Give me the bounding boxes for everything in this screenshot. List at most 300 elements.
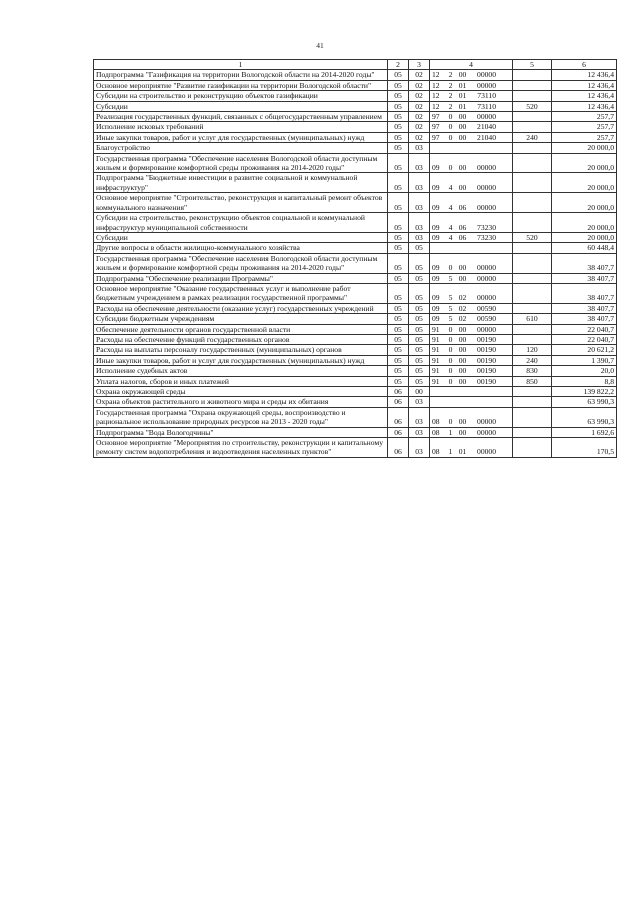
target-code-part: 73230	[477, 222, 496, 232]
row-expense-type	[513, 213, 552, 233]
row-section: 05	[388, 70, 409, 80]
header-cell-name: 1	[94, 60, 388, 70]
table-row	[94, 232, 617, 242]
target-code-part: 00190	[477, 345, 496, 355]
target-code-part: 00000	[477, 427, 496, 437]
row-amount: 170,5	[552, 438, 617, 458]
row-subsection: 02	[409, 91, 430, 101]
target-code-part: 09	[432, 303, 440, 313]
row-name: Субсидии на строительство и реконструкцию объектов газификации	[94, 91, 388, 101]
row-expense-type: 520	[513, 101, 552, 111]
target-code-part: 09	[432, 293, 440, 303]
row-subsection: 05	[409, 273, 430, 283]
target-code-part: 0	[448, 366, 453, 376]
target-code-part: 00	[458, 70, 467, 80]
row-expense-type	[513, 253, 552, 273]
row-subsection: 03	[409, 173, 430, 193]
row-subsection: 05	[409, 376, 430, 386]
row-amount: 60 448,4	[552, 243, 617, 253]
row-subsection: 05	[409, 334, 430, 344]
target-code-part: 4	[448, 202, 453, 212]
row-name: Реализация государственных функций, связанных с общегосударственным управлением	[94, 112, 388, 122]
table-row	[94, 283, 617, 303]
row-subsection: 02	[409, 132, 430, 142]
row-section: 05	[388, 355, 409, 365]
row-amount: 20 000,0	[552, 213, 617, 233]
row-section: 05	[388, 334, 409, 344]
table-row	[94, 314, 617, 324]
target-code-part: 08	[432, 427, 440, 437]
target-code-part: 4	[448, 232, 453, 242]
row-target-code	[430, 366, 513, 376]
row-target-code	[430, 303, 513, 313]
target-code-part: 09	[432, 314, 440, 324]
target-code-part: 00	[458, 376, 467, 386]
row-subsection: 03	[409, 213, 430, 233]
row-amount: 38 407,7	[552, 273, 617, 283]
target-code-part: 12	[432, 101, 440, 111]
row-target-code	[430, 112, 513, 122]
row-expense-type	[513, 122, 552, 132]
row-amount: 38 407,7	[552, 314, 617, 324]
row-expense-type: 120	[513, 345, 552, 355]
target-code-part: 5	[448, 314, 453, 324]
row-expense-type	[513, 112, 552, 122]
table-row	[94, 101, 617, 111]
target-code-part: 97	[432, 112, 440, 122]
row-subsection: 05	[409, 253, 430, 273]
row-target-code	[430, 387, 513, 397]
target-code-part: 00	[458, 132, 467, 142]
row-expense-type	[513, 91, 552, 101]
target-code-part: 08	[432, 447, 440, 457]
row-amount: 38 407,7	[552, 283, 617, 303]
row-name: Исполнение судебных актов	[94, 366, 388, 376]
row-target-code	[430, 407, 513, 427]
row-expense-type: 850	[513, 376, 552, 386]
row-target-code	[430, 91, 513, 101]
row-expense-type	[513, 397, 552, 407]
target-code-part: 0	[448, 112, 453, 122]
target-code-part: 00000	[477, 163, 496, 173]
header-cell-expense-type: 5	[513, 60, 552, 70]
row-expense-type	[513, 427, 552, 437]
target-code-part: 0	[448, 132, 453, 142]
target-code-part: 4	[448, 182, 453, 192]
row-amount: 139 822,2	[552, 387, 617, 397]
target-code-part: 91	[432, 345, 440, 355]
target-code-part: 91	[432, 366, 440, 376]
row-name: Подпрограмма "Вода Вологодчины"	[94, 427, 388, 437]
table-row	[94, 427, 617, 437]
table-row	[94, 243, 617, 253]
row-expense-type	[513, 173, 552, 193]
row-target-code	[430, 427, 513, 437]
target-code-part: 06	[458, 202, 467, 212]
row-target-code	[430, 143, 513, 153]
target-code-part: 00000	[477, 263, 496, 273]
row-expense-type: 830	[513, 366, 552, 376]
table-row	[94, 397, 617, 407]
target-code-part: 21040	[477, 132, 496, 142]
row-amount: 1 390,7	[552, 355, 617, 365]
row-target-code	[430, 253, 513, 273]
target-code-part: 00190	[477, 334, 496, 344]
row-amount: 257,7	[552, 122, 617, 132]
table-row	[94, 438, 617, 458]
row-expense-type	[513, 273, 552, 283]
row-expense-type	[513, 303, 552, 313]
row-section: 05	[388, 314, 409, 324]
table-row	[94, 132, 617, 142]
target-code-part: 01	[458, 91, 467, 101]
row-amount: 12 436,4	[552, 70, 617, 80]
target-code-part: 91	[432, 376, 440, 386]
table-row	[94, 376, 617, 386]
target-code-part: 09	[432, 232, 440, 242]
target-code-part: 00	[458, 263, 467, 273]
table-row	[94, 80, 617, 90]
row-name: Подпрограмма "Газификация на территории Вологодской области на 2014-2020 годы"	[94, 70, 388, 80]
row-expense-type	[513, 387, 552, 397]
target-code-part: 00000	[477, 80, 496, 90]
row-section: 05	[388, 366, 409, 376]
target-code-part: 2	[448, 70, 453, 80]
row-expense-type: 610	[513, 314, 552, 324]
target-code-part: 0	[448, 417, 453, 427]
row-section: 06	[388, 427, 409, 437]
target-code-part: 00590	[477, 303, 496, 313]
header-cell-amount: 6	[552, 60, 617, 70]
row-name: Расходы на обеспечение функций государственных органов	[94, 334, 388, 344]
target-code-part: 09	[432, 263, 440, 273]
row-section: 05	[388, 143, 409, 153]
target-code-part: 00	[458, 334, 467, 344]
row-subsection: 03	[409, 193, 430, 213]
target-code-part: 00000	[477, 70, 496, 80]
row-subsection: 05	[409, 324, 430, 334]
row-target-code	[430, 101, 513, 111]
target-code-part: 01	[458, 447, 467, 457]
row-amount: 22 040,7	[552, 334, 617, 344]
target-code-part: 2	[448, 80, 453, 90]
row-expense-type	[513, 80, 552, 90]
target-code-part: 73230	[477, 232, 496, 242]
target-code-part: 1	[448, 447, 453, 457]
row-target-code	[430, 232, 513, 242]
row-target-code	[430, 70, 513, 80]
row-name: Основное мероприятие "Мероприятия по строительству, реконструкции и капитальному ремонту систем водопотребления и водоотведения населенных пунктов"	[94, 438, 388, 458]
target-code-part: 00190	[477, 376, 496, 386]
target-code-part: 2	[448, 91, 453, 101]
row-expense-type	[513, 334, 552, 344]
target-code-part: 00	[458, 366, 467, 376]
row-target-code	[430, 345, 513, 355]
target-code-part: 12	[432, 70, 440, 80]
row-section: 05	[388, 243, 409, 253]
target-code-part: 21040	[477, 122, 496, 132]
header-cell-subsection: 3	[409, 60, 430, 70]
target-code-part: 97	[432, 132, 440, 142]
target-code-part: 00	[458, 122, 467, 132]
row-name: Иные закупки товаров, работ и услуг для государственных (муниципальных) нужд	[94, 355, 388, 365]
row-section: 06	[388, 387, 409, 397]
row-subsection: 03	[409, 232, 430, 242]
table-row	[94, 407, 617, 427]
target-code-part: 12	[432, 80, 440, 90]
target-code-part: 00000	[477, 447, 496, 457]
target-code-part: 00190	[477, 355, 496, 365]
row-target-code	[430, 80, 513, 90]
row-target-code	[430, 355, 513, 365]
row-name: Государственная программа "Обеспечение населения Вологодской области доступным жильем и формирование комфортной среды проживания на 2014-2020 годы"	[94, 153, 388, 173]
target-code-part: 01	[458, 80, 467, 90]
target-code-part: 00000	[477, 112, 496, 122]
table-row	[94, 324, 617, 334]
target-code-part: 00	[458, 273, 467, 283]
row-section: 05	[388, 153, 409, 173]
target-code-part: 00	[458, 112, 467, 122]
row-amount: 63 990,3	[552, 397, 617, 407]
row-name: Иные закупки товаров, работ и услуг для государственных (муниципальных) нужд	[94, 132, 388, 142]
target-code-part: 06	[458, 222, 467, 232]
row-name: Охрана объектов растительного и животного мира и среды их обитания	[94, 397, 388, 407]
row-name: Уплата налогов, сборов и иных платежей	[94, 376, 388, 386]
row-amount: 20 621,2	[552, 345, 617, 355]
row-subsection: 03	[409, 427, 430, 437]
row-name: Основное мероприятие "Строительство, реконструкция и капитальный ремонт объектов коммунального назначения"	[94, 193, 388, 213]
row-target-code	[430, 283, 513, 303]
target-code-part: 00	[458, 417, 467, 427]
row-amount: 1 692,6	[552, 427, 617, 437]
table-row	[94, 143, 617, 153]
row-amount: 38 407,7	[552, 303, 617, 313]
table-row	[94, 366, 617, 376]
row-section: 06	[388, 407, 409, 427]
table-row	[94, 112, 617, 122]
target-code-part: 12	[432, 91, 440, 101]
row-target-code	[430, 243, 513, 253]
row-expense-type	[513, 243, 552, 253]
target-code-part: 0	[448, 334, 453, 344]
table-row	[94, 253, 617, 273]
target-code-part: 2	[448, 101, 453, 111]
target-code-part: 0	[448, 376, 453, 386]
row-name: Основное мероприятие "Оказание государственных услуг и выполнение работ бюджетным учреждением в рамках реализации государственной программы"	[94, 283, 388, 303]
target-code-part: 00000	[477, 293, 496, 303]
target-code-part: 00590	[477, 314, 496, 324]
row-name: Подпрограмма "Обеспечение реализации Программы"	[94, 273, 388, 283]
row-amount: 38 407,7	[552, 253, 617, 273]
target-code-part: 00	[458, 324, 467, 334]
target-code-part: 0	[448, 122, 453, 132]
table-row	[94, 213, 617, 233]
target-code-part: 00000	[477, 417, 496, 427]
table-row	[94, 173, 617, 193]
row-amount: 257,7	[552, 132, 617, 142]
row-section: 05	[388, 101, 409, 111]
row-subsection: 03	[409, 153, 430, 173]
row-expense-type	[513, 153, 552, 173]
target-code-part: 00190	[477, 366, 496, 376]
target-code-part: 00	[458, 427, 467, 437]
row-section: 05	[388, 232, 409, 242]
row-section: 05	[388, 91, 409, 101]
row-expense-type	[513, 193, 552, 213]
target-code-part: 0	[448, 163, 453, 173]
target-code-part: 09	[432, 163, 440, 173]
target-code-part: 09	[432, 182, 440, 192]
row-subsection: 05	[409, 243, 430, 253]
row-name: Расходы на выплаты персоналу государственных (муниципальных) органов	[94, 345, 388, 355]
table-row	[94, 122, 617, 132]
row-subsection: 03	[409, 397, 430, 407]
row-section: 05	[388, 376, 409, 386]
target-code-part: 73110	[477, 101, 496, 111]
row-target-code	[430, 376, 513, 386]
row-section: 06	[388, 397, 409, 407]
row-expense-type	[513, 407, 552, 427]
table-row	[94, 303, 617, 313]
row-subsection: 05	[409, 283, 430, 303]
target-code-part: 1	[448, 427, 453, 437]
row-amount: 12 436,4	[552, 80, 617, 90]
row-subsection: 05	[409, 366, 430, 376]
row-subsection: 05	[409, 303, 430, 313]
target-code-part: 01	[458, 101, 467, 111]
target-code-part: 08	[432, 417, 440, 427]
row-name: Другие вопросы в области жилищно-коммунального хозяйства	[94, 243, 388, 253]
row-name: Субсидии бюджетным учреждениям	[94, 314, 388, 324]
row-section: 05	[388, 122, 409, 132]
row-section: 05	[388, 112, 409, 122]
row-target-code	[430, 334, 513, 344]
target-code-part: 00000	[477, 182, 496, 192]
row-subsection: 00	[409, 387, 430, 397]
row-subsection: 05	[409, 355, 430, 365]
target-code-part: 5	[448, 303, 453, 313]
row-name: Расходы на обеспечение деятельности (оказание услуг) государственных учреждений	[94, 303, 388, 313]
row-amount: 63 990,3	[552, 407, 617, 427]
row-amount: 12 436,4	[552, 91, 617, 101]
row-expense-type: 240	[513, 355, 552, 365]
target-code-part: 09	[432, 202, 440, 212]
row-name: Охрана окружающей среды	[94, 387, 388, 397]
row-section: 05	[388, 213, 409, 233]
row-expense-type: 240	[513, 132, 552, 142]
row-name: Исполнение исковых требований	[94, 122, 388, 132]
row-name: Государственная программа "Обеспечение населения Вологодской области доступным жильем и формирование комфортной среды проживания на 2014-2020 годы"	[94, 253, 388, 273]
target-code-part: 5	[448, 293, 453, 303]
budget-table	[93, 59, 617, 458]
row-section: 06	[388, 438, 409, 458]
table-row	[94, 70, 617, 80]
row-amount: 20 000,0	[552, 193, 617, 213]
row-amount: 20 000,0	[552, 232, 617, 242]
row-section: 05	[388, 193, 409, 213]
target-code-part: 0	[448, 345, 453, 355]
row-name: Субсидии	[94, 232, 388, 242]
row-expense-type	[513, 324, 552, 334]
row-amount: 12 436,4	[552, 101, 617, 111]
target-code-part: 00	[458, 182, 467, 192]
row-section: 05	[388, 132, 409, 142]
row-name: Основное мероприятие "Развитие газификации на территории Вологодской области"	[94, 80, 388, 90]
row-amount: 20 000,0	[552, 153, 617, 173]
target-code-part: 73110	[477, 91, 496, 101]
row-name: Субсидии	[94, 101, 388, 111]
table-row	[94, 193, 617, 213]
row-subsection: 02	[409, 122, 430, 132]
row-name: Субсидии на строительство, реконструкцию объектов социальной и коммунальной инфраструктур муниципальной собственности	[94, 213, 388, 233]
target-code-part: 00	[458, 163, 467, 173]
row-target-code	[430, 173, 513, 193]
row-name: Государственная программа "Охрана окружающей среды, воспроизводство и рациональное использование природных ресурсов на 2013 - 2020 годы"	[94, 407, 388, 427]
row-amount: 20 000,0	[552, 143, 617, 153]
target-code-part: 09	[432, 273, 440, 283]
row-amount: 8,8	[552, 376, 617, 386]
row-target-code	[430, 132, 513, 142]
row-name: Подпрограмма "Бюджетные инвестиции в развитие социальной и коммунальной инфраструктур"	[94, 173, 388, 193]
row-target-code	[430, 397, 513, 407]
row-name: Благоустройство	[94, 143, 388, 153]
row-target-code	[430, 314, 513, 324]
row-target-code	[430, 213, 513, 233]
row-amount: 257,7	[552, 112, 617, 122]
target-code-part: 91	[432, 355, 440, 365]
row-subsection: 03	[409, 438, 430, 458]
row-section: 05	[388, 173, 409, 193]
target-code-part: 00000	[477, 202, 496, 212]
table-row	[94, 387, 617, 397]
target-code-part: 0	[448, 263, 453, 273]
row-section: 05	[388, 303, 409, 313]
row-target-code	[430, 324, 513, 334]
target-code-part: 91	[432, 334, 440, 344]
target-code-part: 00000	[477, 273, 496, 283]
target-code-part: 00	[458, 355, 467, 365]
target-code-part: 02	[458, 314, 467, 324]
target-code-part: 00	[458, 345, 467, 355]
target-code-part: 4	[448, 222, 453, 232]
row-subsection: 02	[409, 101, 430, 111]
target-code-part: 5	[448, 273, 453, 283]
target-code-part: 02	[458, 293, 467, 303]
row-subsection: 02	[409, 70, 430, 80]
target-code-part: 0	[448, 324, 453, 334]
target-code-part: 0	[448, 355, 453, 365]
target-code-part: 91	[432, 324, 440, 334]
row-expense-type: 520	[513, 232, 552, 242]
row-amount: 22 040,7	[552, 324, 617, 334]
table-row	[94, 355, 617, 365]
row-subsection: 03	[409, 407, 430, 427]
header-cell-section: 2	[388, 60, 409, 70]
target-code-part: 02	[458, 303, 467, 313]
row-section: 05	[388, 283, 409, 303]
table-row	[94, 273, 617, 283]
row-target-code	[430, 193, 513, 213]
row-subsection: 05	[409, 345, 430, 355]
row-target-code	[430, 122, 513, 132]
row-section: 05	[388, 253, 409, 273]
row-expense-type	[513, 143, 552, 153]
row-expense-type	[513, 70, 552, 80]
row-section: 05	[388, 273, 409, 283]
target-code-part: 06	[458, 232, 467, 242]
row-target-code	[430, 273, 513, 283]
row-section: 05	[388, 345, 409, 355]
